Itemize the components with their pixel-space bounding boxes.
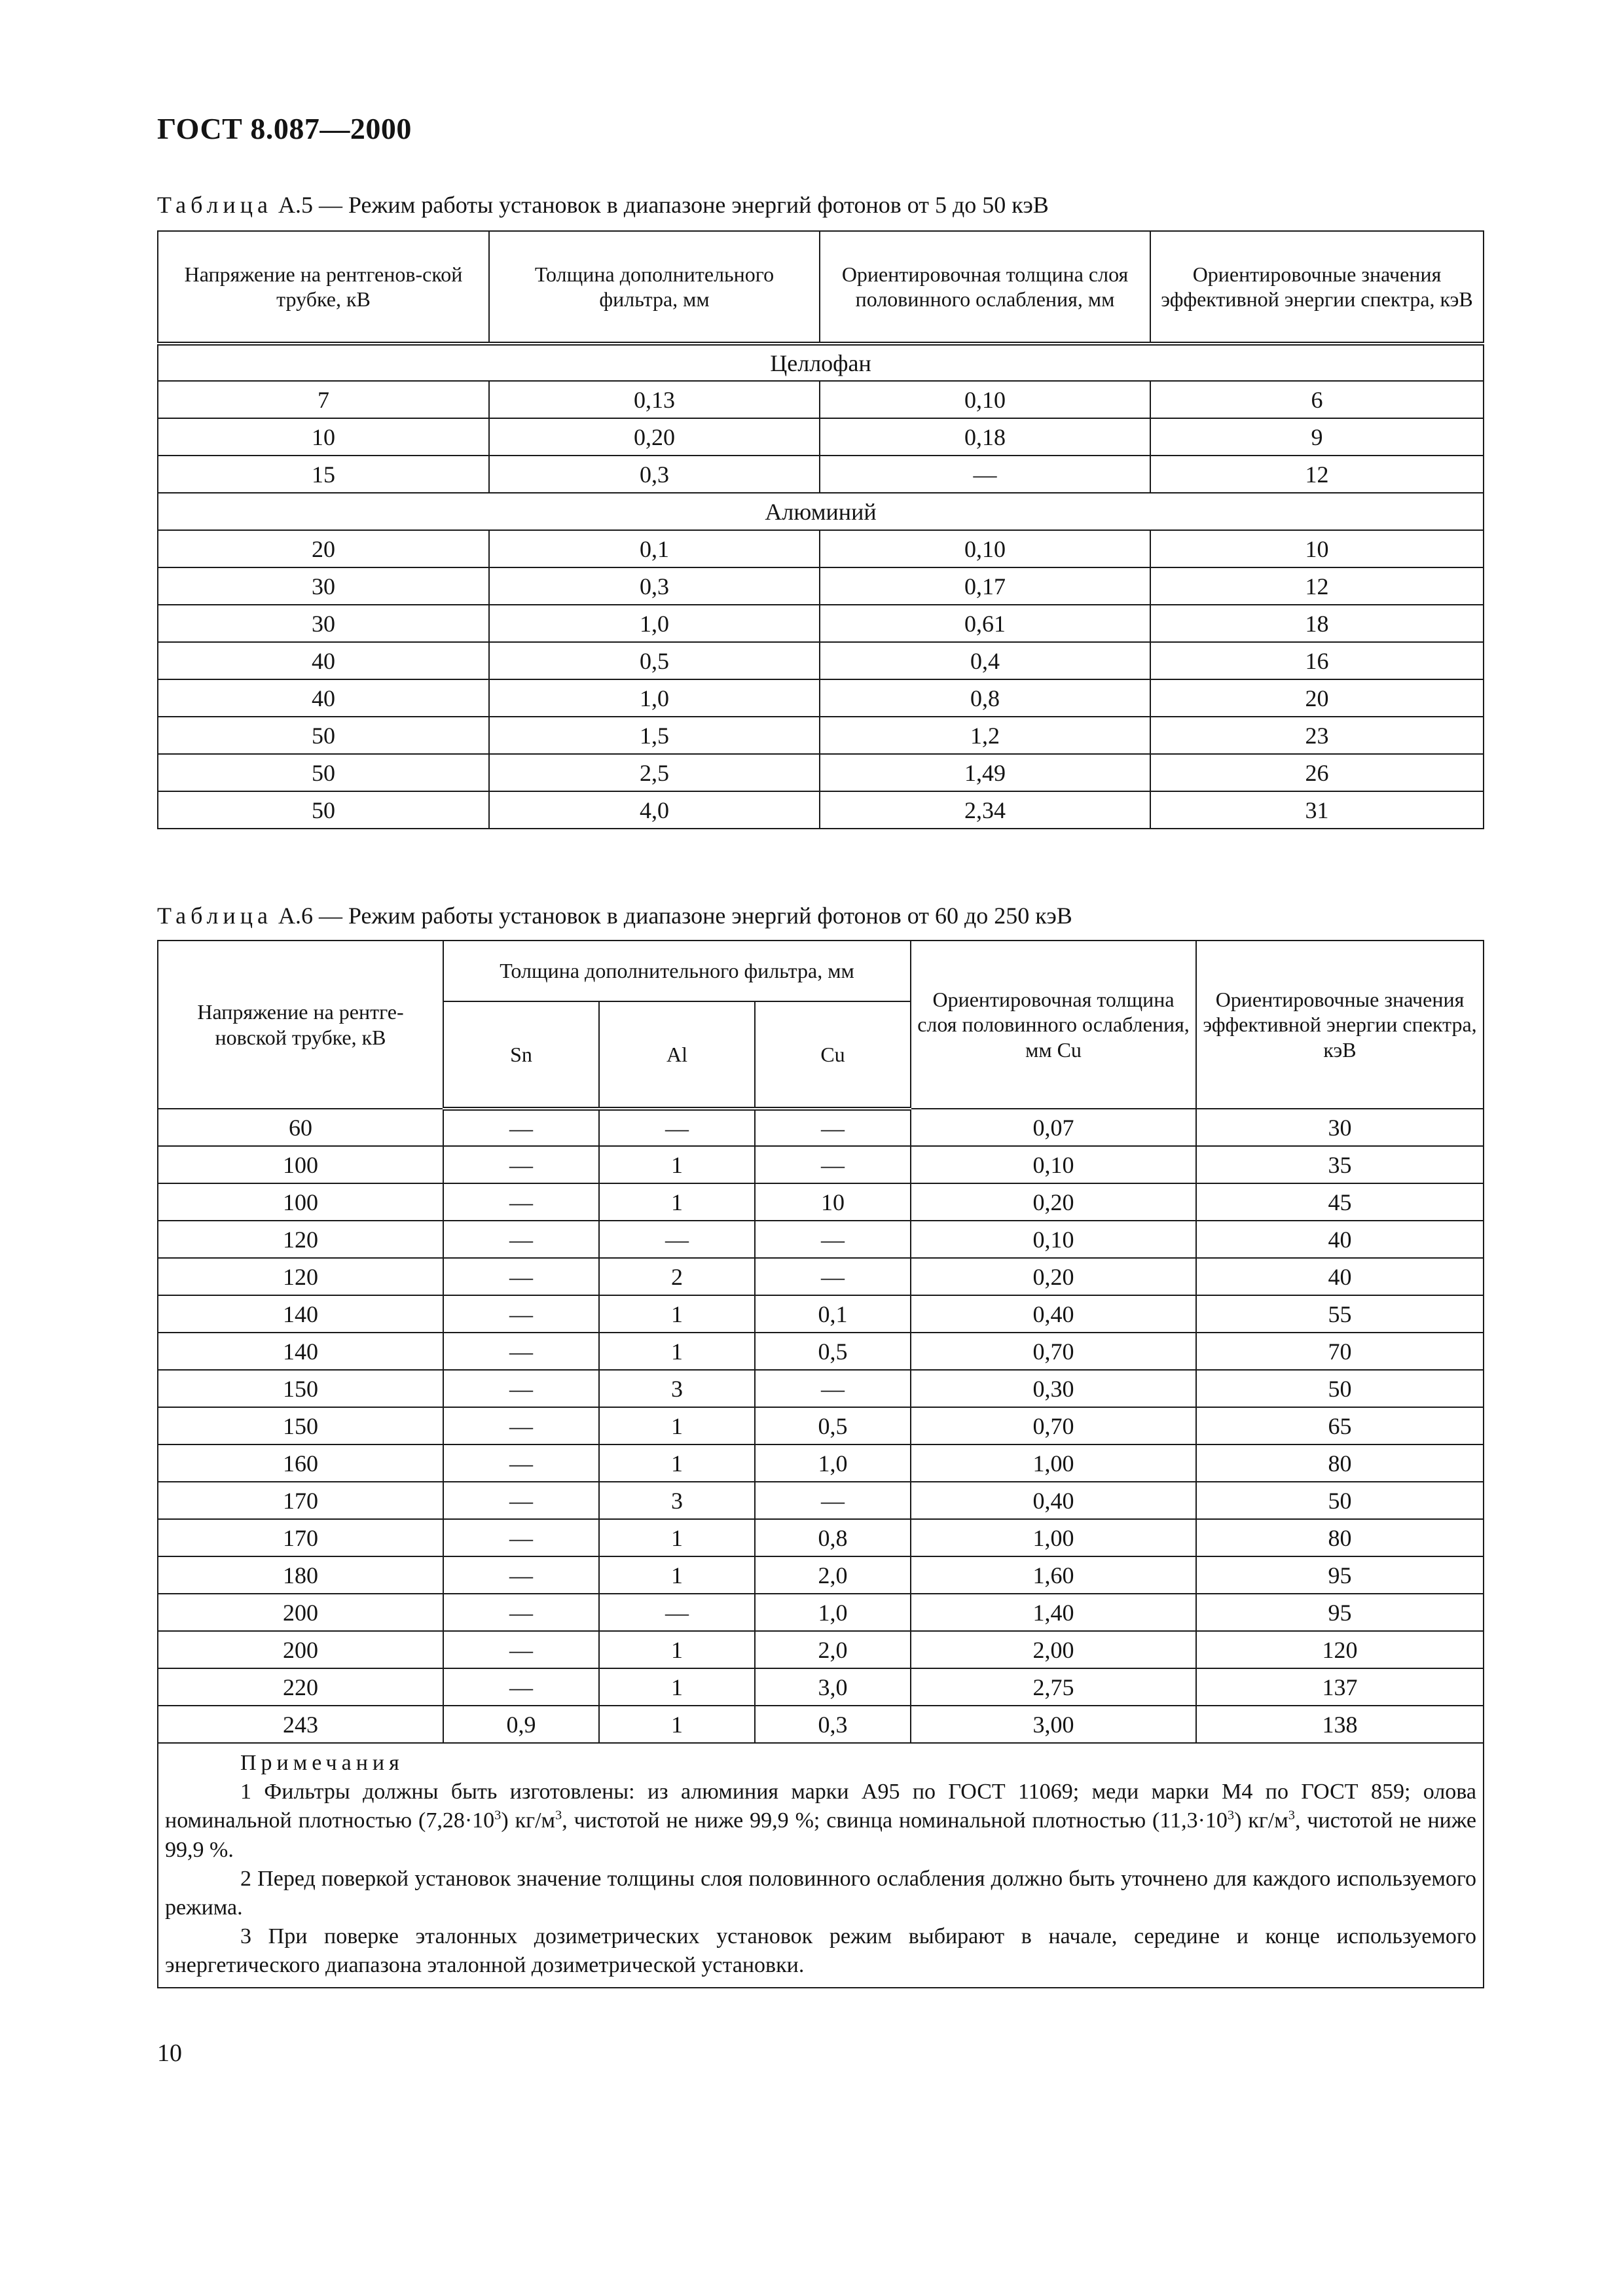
table-cell: 1,0 [755, 1594, 911, 1631]
table-cell: 55 [1196, 1295, 1484, 1333]
table-cell: 35 [1196, 1146, 1484, 1183]
table-cell: — [443, 1370, 599, 1407]
table-cell: 1 [599, 1183, 755, 1221]
table-a5-body [158, 344, 1484, 829]
table-cell: 0,20 [911, 1183, 1196, 1221]
table-row [158, 1631, 1484, 1668]
table-cell: 0,5 [755, 1333, 911, 1370]
table-cell: 0,1 [489, 530, 820, 567]
table-cell: 50 [1196, 1370, 1484, 1407]
note-1-part-5: , чистотой не ниже 99,9 %. [165, 1808, 1476, 1862]
table-cell: 1,49 [820, 754, 1150, 791]
table-cell: 70 [1196, 1333, 1484, 1370]
table-cell: — [820, 456, 1150, 493]
table-cell: — [443, 1444, 599, 1482]
table-cell: 45 [1196, 1183, 1484, 1221]
table-a5 [157, 230, 1484, 829]
table-row [158, 791, 1484, 829]
table-cell: 0,10 [911, 1221, 1196, 1258]
table-cell: 23 [1150, 717, 1484, 754]
table-cell: — [755, 1221, 911, 1258]
note-1-part-3: , чистотой не ниже 99,9 %; свинца номинальной плотностью (11,3·10 [562, 1808, 1228, 1833]
note-1-part-1: 1 Фильтры должны быть изготовлены: из алюминия марки А95 по ГОСТ 11069; меди марки М4 по ГОСТ 859; олова номинальной плотностью (7,28·10 [165, 1780, 1476, 1833]
table-cell: 30 [158, 605, 489, 642]
table-cell: 3,0 [755, 1668, 911, 1706]
table-cell: 0,30 [911, 1370, 1196, 1407]
table-row [158, 1370, 1484, 1407]
table-cell: 0,8 [820, 679, 1150, 717]
table-row [158, 1482, 1484, 1519]
table-cell: 150 [158, 1407, 443, 1444]
note-3: 3 При поверке эталонных дозиметрических установок режим выбирают в начале, середине и конце используемого энергетического диапазона эталонной дозиметрической установки. [165, 1924, 1476, 1978]
table-cell: 0,9 [443, 1706, 599, 1743]
note-1 [165, 1778, 1476, 1865]
table-cell: 65 [1196, 1407, 1484, 1444]
table-a5-section-row [158, 344, 1484, 381]
table-cell: 50 [158, 754, 489, 791]
table-cell: — [443, 1482, 599, 1519]
table-cell: 80 [1196, 1519, 1484, 1556]
table-cell: 40 [1196, 1258, 1484, 1295]
table-cell: — [443, 1631, 599, 1668]
table-cell: 1 [599, 1556, 755, 1594]
table-row [158, 1258, 1484, 1295]
table-cell: 40 [158, 642, 489, 679]
table-cell: 2,5 [489, 754, 820, 791]
table-cell: 0,70 [911, 1407, 1196, 1444]
table-cell: 170 [158, 1482, 443, 1519]
table-a5-section-title: Целлофан [158, 344, 1484, 381]
table-row [158, 605, 1484, 642]
table-cell: — [443, 1221, 599, 1258]
table-cell: 0,3 [755, 1706, 911, 1743]
table-a6-caption-label: Таблица [157, 903, 272, 929]
table-a5-section-title: Алюминий [158, 493, 1484, 530]
table-cell: — [443, 1594, 599, 1631]
table-cell: 0,20 [911, 1258, 1196, 1295]
table-cell: 137 [1196, 1668, 1484, 1706]
table-a6 [157, 940, 1484, 1988]
table-cell: 0,40 [911, 1482, 1196, 1519]
table-cell: 100 [158, 1146, 443, 1183]
table-cell: 2,0 [755, 1556, 911, 1594]
table-a6-header-cu: Cu [755, 1001, 911, 1109]
notes-title: Примечания [240, 1751, 404, 1775]
table-cell: 243 [158, 1706, 443, 1743]
table-cell: 0,4 [820, 642, 1150, 679]
table-row [158, 1183, 1484, 1221]
table-row [158, 1333, 1484, 1370]
table-cell: 1,0 [755, 1444, 911, 1482]
table-row [158, 530, 1484, 567]
table-cell: 1 [599, 1519, 755, 1556]
table-a6-header-voltage: Напряжение на рентге-новской трубке, кВ [158, 941, 443, 1109]
table-cell: — [443, 1295, 599, 1333]
table-cell: — [443, 1109, 599, 1146]
table-row [158, 1221, 1484, 1258]
table-cell: 95 [1196, 1594, 1484, 1631]
table-cell: 2,0 [755, 1631, 911, 1668]
note-1-part-2: ) кг/м [501, 1808, 556, 1833]
table-cell: 0,3 [489, 567, 820, 605]
table-row [158, 1594, 1484, 1631]
table-cell: — [599, 1221, 755, 1258]
table-a5-caption [157, 191, 1049, 219]
table-row [158, 1407, 1484, 1444]
table-cell: 26 [1150, 754, 1484, 791]
table-row [158, 1444, 1484, 1482]
table-cell: 7 [158, 381, 489, 418]
table-cell: 0,5 [489, 642, 820, 679]
table-cell: 60 [158, 1109, 443, 1146]
table-cell: 160 [158, 1444, 443, 1482]
table-cell: 140 [158, 1295, 443, 1333]
table-cell: 40 [1196, 1221, 1484, 1258]
table-cell: 0,10 [820, 381, 1150, 418]
table-a5-header-filter: Толщина дополнительного фильтра, мм [489, 231, 820, 344]
table-cell: 0,18 [820, 418, 1150, 456]
table-row [158, 1668, 1484, 1706]
table-row [158, 1556, 1484, 1594]
note-1-sup-2: 3 [555, 1808, 562, 1823]
table-cell: 0,1 [755, 1295, 911, 1333]
note-2: 2 Перед поверкой установок значение толщины слоя половинного ослабления должно быть уточнено для каждого используемого режима. [165, 1866, 1476, 1920]
table-cell: 0,3 [489, 456, 820, 493]
page-number: 10 [157, 2039, 182, 2067]
table-a6-header-energy: Ориентировочные значения эффективной энергии спектра, кэВ [1196, 941, 1484, 1109]
table-row [158, 679, 1484, 717]
table-a5-header-voltage: Напряжение на рентгенов-ской трубке, кВ [158, 231, 489, 344]
table-cell: 0,07 [911, 1109, 1196, 1146]
table-cell: — [443, 1258, 599, 1295]
table-row [158, 1295, 1484, 1333]
table-cell: — [755, 1109, 911, 1146]
table-cell: 40 [158, 679, 489, 717]
table-cell: 150 [158, 1370, 443, 1407]
table-cell: 95 [1196, 1556, 1484, 1594]
table-a5-caption-label: Таблица [157, 192, 272, 218]
table-cell: 16 [1150, 642, 1484, 679]
table-cell: — [599, 1109, 755, 1146]
table-cell: 10 [1150, 530, 1484, 567]
table-row [158, 717, 1484, 754]
table-cell: — [443, 1333, 599, 1370]
table-cell: 200 [158, 1594, 443, 1631]
table-a6-header-al: Al [599, 1001, 755, 1109]
table-row [158, 456, 1484, 493]
table-cell: 3,00 [911, 1706, 1196, 1743]
table-cell: 2,00 [911, 1631, 1196, 1668]
table-cell: 31 [1150, 791, 1484, 829]
table-cell: 1 [599, 1706, 755, 1743]
table-cell: 2,75 [911, 1668, 1196, 1706]
table-cell: 1 [599, 1333, 755, 1370]
table-cell: 1 [599, 1146, 755, 1183]
table-cell: — [443, 1407, 599, 1444]
table-cell: 2,34 [820, 791, 1150, 829]
document-code: ГОСТ 8.087—2000 [157, 112, 412, 145]
table-cell: 0,17 [820, 567, 1150, 605]
table-cell: 12 [1150, 567, 1484, 605]
table-cell: 0,70 [911, 1333, 1196, 1370]
table-cell: 0,10 [911, 1146, 1196, 1183]
table-cell: 3 [599, 1370, 755, 1407]
table-cell: 1 [599, 1668, 755, 1706]
table-cell: 20 [158, 530, 489, 567]
table-cell: 2 [599, 1258, 755, 1295]
table-cell: — [443, 1519, 599, 1556]
table-cell: 220 [158, 1668, 443, 1706]
table-cell: 1,0 [489, 679, 820, 717]
table-cell: 1 [599, 1631, 755, 1668]
table-cell: 20 [1150, 679, 1484, 717]
table-cell: 10 [755, 1183, 911, 1221]
table-cell: 12 [1150, 456, 1484, 493]
table-cell: 1,00 [911, 1444, 1196, 1482]
table-a5-section-row [158, 493, 1484, 530]
table-row [158, 567, 1484, 605]
table-cell: 1 [599, 1407, 755, 1444]
table-cell: 18 [1150, 605, 1484, 642]
table-cell: 0,5 [755, 1407, 911, 1444]
table-cell: 50 [158, 791, 489, 829]
table-cell: — [755, 1258, 911, 1295]
table-row [158, 1146, 1484, 1183]
note-1-sup-3: 3 [1227, 1808, 1235, 1823]
table-cell: 1,0 [489, 605, 820, 642]
table-row [158, 381, 1484, 418]
table-cell: 50 [1196, 1482, 1484, 1519]
table-cell: 120 [158, 1258, 443, 1295]
table-cell: — [443, 1668, 599, 1706]
table-cell: 0,61 [820, 605, 1150, 642]
table-cell: — [443, 1146, 599, 1183]
table-cell: 180 [158, 1556, 443, 1594]
table-a5-header-hvl: Ориентировочная толщина слоя половинного ослабления, мм [820, 231, 1150, 344]
table-row [158, 1109, 1484, 1146]
table-cell: 138 [1196, 1706, 1484, 1743]
table-a6-header-sn: Sn [443, 1001, 599, 1109]
table-cell: 50 [158, 717, 489, 754]
table-cell: — [443, 1556, 599, 1594]
table-cell: 140 [158, 1333, 443, 1370]
table-cell: 1,60 [911, 1556, 1196, 1594]
table-a6-header-filter: Толщина дополнительного фильтра, мм [443, 941, 911, 1001]
table-cell: 120 [158, 1221, 443, 1258]
table-cell: 0,8 [755, 1519, 911, 1556]
table-cell: 200 [158, 1631, 443, 1668]
table-cell: 1,5 [489, 717, 820, 754]
table-cell: — [599, 1594, 755, 1631]
table-cell: 0,13 [489, 381, 820, 418]
table-cell: 120 [1196, 1631, 1484, 1668]
table-cell: 30 [1196, 1109, 1484, 1146]
table-cell: 1 [599, 1444, 755, 1482]
table-cell: 1,2 [820, 717, 1150, 754]
table-cell: — [755, 1146, 911, 1183]
table-cell: 1,40 [911, 1594, 1196, 1631]
table-cell: 30 [158, 567, 489, 605]
table-cell: 4,0 [489, 791, 820, 829]
table-a5-header-energy: Ориентировочные значения эффективной энергии спектра, кэВ [1150, 231, 1484, 344]
table-a6-header-hvl: Ориентировочная толщина слоя половинного ослабления, мм Cu [911, 941, 1196, 1109]
table-cell: 0,20 [489, 418, 820, 456]
table-row [158, 642, 1484, 679]
table-a5-caption-text: А.5 — Режим работы установок в диапазоне энергий фотонов от 5 до 50 кэВ [278, 192, 1049, 218]
table-cell: — [755, 1370, 911, 1407]
note-1-sup-1: 3 [494, 1808, 501, 1823]
table-cell: 100 [158, 1183, 443, 1221]
table-cell: 15 [158, 456, 489, 493]
table-cell: 3 [599, 1482, 755, 1519]
table-row [158, 754, 1484, 791]
table-cell: 80 [1196, 1444, 1484, 1482]
table-cell: — [443, 1183, 599, 1221]
table-a6-caption [157, 902, 1072, 929]
table-cell: 1,00 [911, 1519, 1196, 1556]
table-row [158, 418, 1484, 456]
table-cell: 0,10 [820, 530, 1150, 567]
table-a6-caption-text: А.6 — Режим работы установок в диапазоне энергий фотонов от 60 до 250 кэВ [278, 903, 1072, 929]
table-cell: 0,40 [911, 1295, 1196, 1333]
note-1-sup-4: 3 [1288, 1808, 1295, 1823]
table-cell: 9 [1150, 418, 1484, 456]
table-cell: — [755, 1482, 911, 1519]
table-a6-body [158, 1109, 1484, 1743]
table-row [158, 1706, 1484, 1743]
note-1-part-4: ) кг/м [1234, 1808, 1288, 1833]
table-cell: 6 [1150, 381, 1484, 418]
table-cell: 170 [158, 1519, 443, 1556]
table-a6-notes [158, 1743, 1484, 1988]
table-cell: 10 [158, 418, 489, 456]
table-cell: 1 [599, 1295, 755, 1333]
table-row [158, 1519, 1484, 1556]
